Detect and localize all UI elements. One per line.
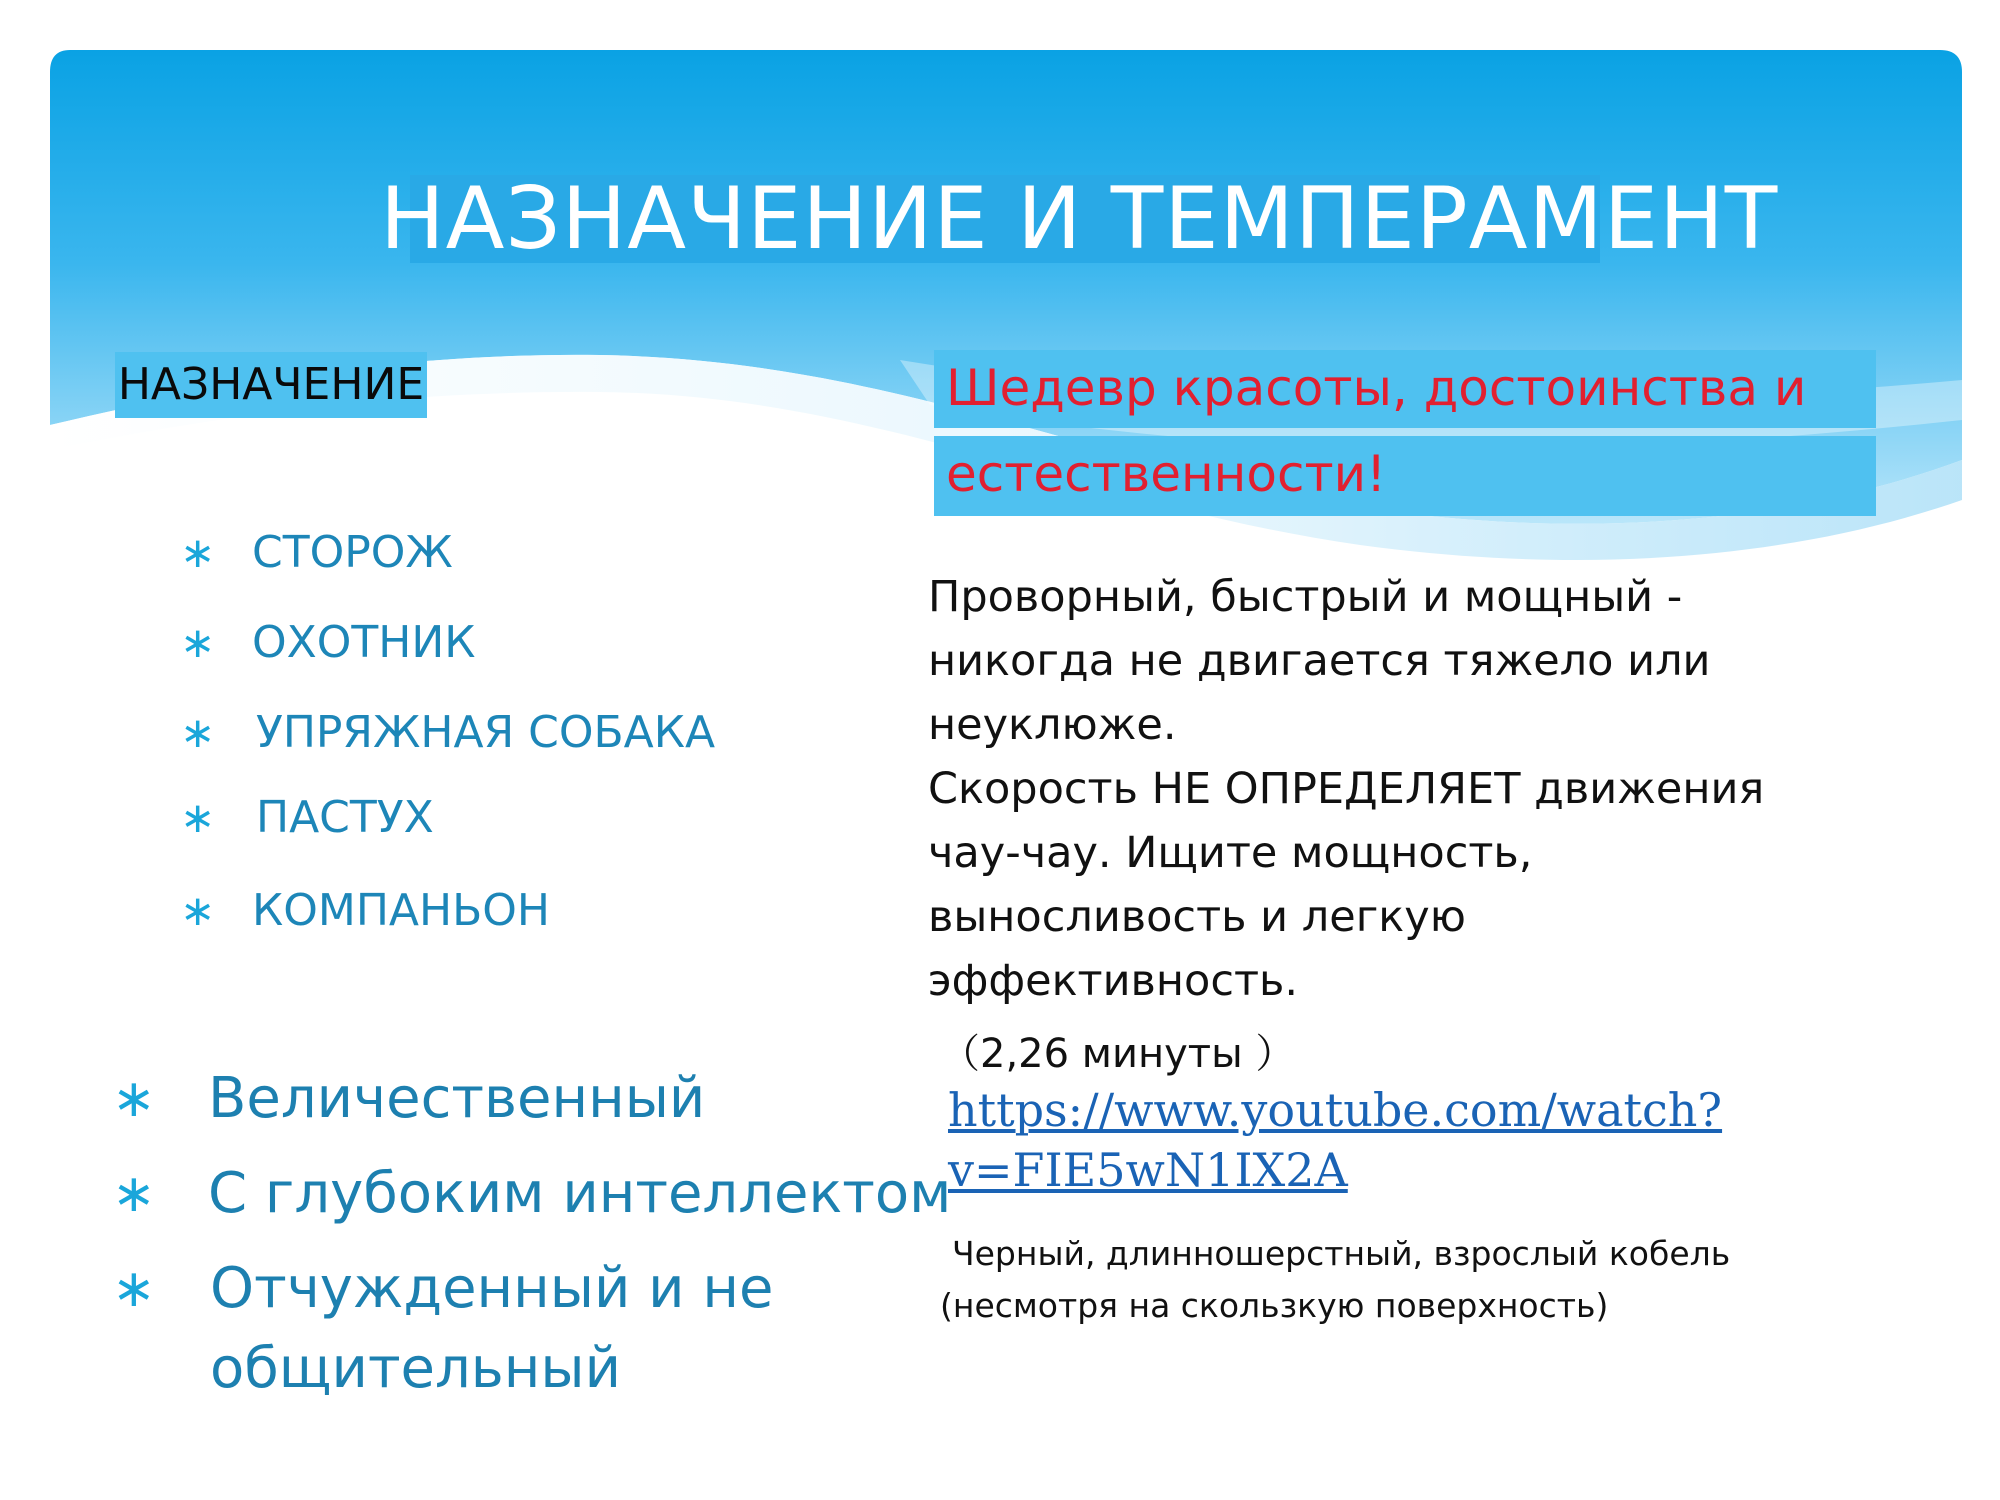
text-line: неуклюже.: [928, 700, 1177, 750]
asterisk-bullet-icon: ∗: [112, 1259, 156, 1319]
asterisk-bullet-icon: ∗: [180, 618, 216, 667]
trait-label: Величественный: [208, 1066, 706, 1131]
purpose-heading: НАЗНАЧЕНИЕ: [115, 352, 427, 418]
highlight-line: естественности!: [934, 436, 1876, 516]
asterisk-bullet-icon: ∗: [112, 1069, 156, 1129]
purpose-item-label: ПАСТУХ: [256, 792, 434, 843]
link-line[interactable]: https://www.youtube.com/watch?: [948, 1083, 1723, 1137]
trait-label: Отчужденный и не: [210, 1256, 774, 1321]
highlight-heading: [934, 350, 1876, 516]
caption-line: (несмотря на скользкую поверхность): [940, 1286, 1609, 1325]
text-line: Скорость НЕ ОПРЕДЕЛЯЕТ движения: [928, 764, 1765, 814]
slide-title: [380, 169, 1779, 269]
asterisk-bullet-icon: ∗: [180, 886, 216, 935]
text-line: никогда не двигается тяжело или: [928, 636, 1711, 686]
asterisk-bullet-icon: ∗: [112, 1164, 156, 1224]
text-line: эффективность.: [928, 956, 1299, 1006]
purpose-item-label: СТОРОЖ: [252, 527, 453, 578]
asterisk-bullet-icon: ∗: [180, 708, 216, 757]
asterisk-bullet-icon: ∗: [180, 793, 216, 842]
caption-line: Черный, длинношерстный, взрослый кобель: [952, 1234, 1731, 1273]
purpose-item-label: ОХОТНИК: [252, 617, 476, 668]
video-duration: （2,26 минуты ）: [940, 1031, 1296, 1077]
asterisk-bullet-icon: ∗: [180, 528, 216, 577]
slide-title-text: НАЗНАЧЕНИЕ И ТЕМПЕРАМЕНТ: [380, 169, 1779, 269]
trait-label: общительный: [210, 1336, 622, 1401]
text-line: Проворный, быстрый и мощный -: [928, 572, 1683, 622]
text-line: выносливость и легкую: [928, 892, 1466, 942]
purpose-item-label: КОМПАНЬОН: [252, 885, 551, 936]
movement-description: [928, 565, 1938, 1013]
video-caption: [940, 1228, 1730, 1332]
trait-label: С глубоким интеллектом: [208, 1161, 952, 1226]
link-line[interactable]: v=FIE5wN1IX2A: [948, 1143, 1348, 1197]
highlight-line: Шедевр красоты, достоинства и: [934, 350, 1876, 428]
purpose-item-label: УПРЯЖНАЯ СОБАКА: [256, 707, 716, 758]
text-line: чау-чау. Ищите мощность,: [928, 828, 1533, 878]
youtube-link[interactable]: [948, 1080, 1723, 1200]
